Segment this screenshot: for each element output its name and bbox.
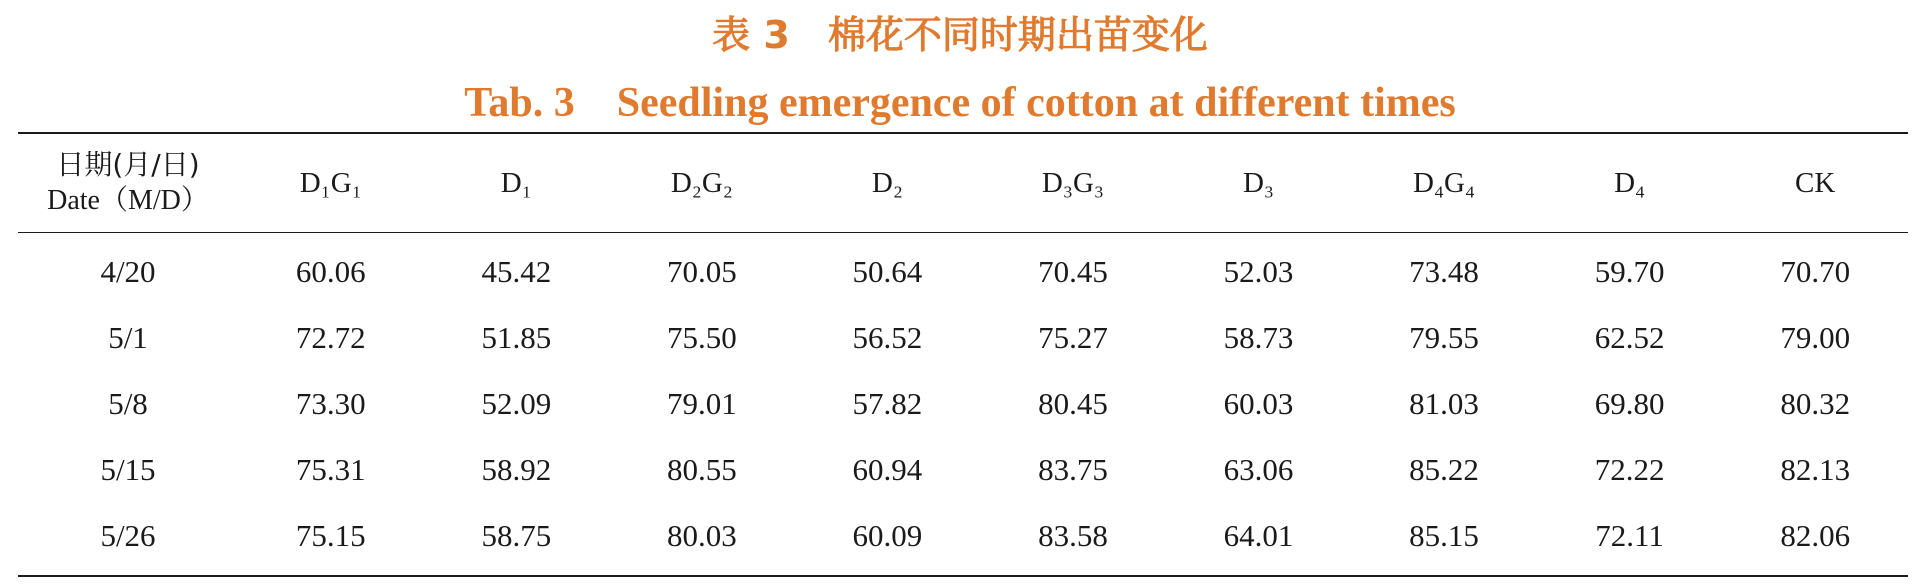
seedling-emergence-table xyxy=(18,132,1908,577)
cell-value: 72.22 xyxy=(1594,452,1665,487)
header-d4g4: D₄G₄ xyxy=(1413,166,1476,199)
cell-date: 4/20 xyxy=(100,254,156,289)
cell-value: 80.55 xyxy=(666,452,737,487)
cell-date: 5/26 xyxy=(100,518,156,553)
table-row xyxy=(18,371,1908,437)
cell-value: 58.75 xyxy=(481,518,552,553)
cell-value: 60.09 xyxy=(852,518,923,553)
table-header-row xyxy=(18,133,1908,233)
cell-value: 73.30 xyxy=(295,386,366,421)
cell-value: 75.50 xyxy=(666,320,737,355)
header-d1g1: D₁G₁ xyxy=(299,166,362,199)
cell-value: 63.06 xyxy=(1223,452,1294,487)
cell-value: 72.72 xyxy=(295,320,366,355)
cell-value: 70.05 xyxy=(666,254,737,289)
header-d2g2: D₂G₂ xyxy=(670,166,733,199)
header-date-en: Date（M/D） xyxy=(47,185,209,216)
cell-value: 72.11 xyxy=(1595,518,1664,553)
cell-value: 83.75 xyxy=(1038,452,1108,487)
table-title-chinese: 表 3 棉花不同时期出苗变化 xyxy=(712,13,1208,57)
cell-value: 79.00 xyxy=(1780,320,1851,355)
header-d4: D₄ xyxy=(1614,166,1646,199)
cell-value: 75.27 xyxy=(1038,320,1108,355)
header-date xyxy=(18,133,238,233)
header-d1: D₁ xyxy=(500,166,532,199)
cell-value: 73.48 xyxy=(1409,254,1479,289)
table-row xyxy=(18,233,1908,306)
cell-value: 75.31 xyxy=(295,452,366,487)
cell-value: 79.55 xyxy=(1409,320,1479,355)
cell-date: 5/8 xyxy=(108,386,148,421)
cell-value: 70.70 xyxy=(1780,254,1851,289)
header-d2: D₂ xyxy=(871,166,903,199)
cell-value: 69.80 xyxy=(1594,386,1665,421)
cell-value: 85.22 xyxy=(1409,452,1479,487)
cell-value: 79.01 xyxy=(666,386,737,421)
cell-value: 80.32 xyxy=(1780,386,1851,421)
cell-value: 52.09 xyxy=(481,386,552,421)
cell-value: 58.92 xyxy=(481,452,552,487)
cell-value: 45.42 xyxy=(481,254,552,289)
cell-value: 59.70 xyxy=(1594,254,1665,289)
cell-value: 82.06 xyxy=(1780,518,1851,553)
cell-date: 5/15 xyxy=(100,452,156,487)
cell-value: 81.03 xyxy=(1409,386,1479,421)
header-d3: D₃ xyxy=(1242,166,1275,199)
header-ck: CK xyxy=(1795,166,1836,199)
cell-value: 50.64 xyxy=(852,254,923,289)
cell-value: 85.15 xyxy=(1409,518,1479,553)
table-row xyxy=(18,437,1908,503)
header-date-cn: 日期(月/日) xyxy=(56,148,200,181)
cell-value: 62.52 xyxy=(1594,320,1665,355)
cell-value: 70.45 xyxy=(1038,254,1108,289)
cell-value: 58.73 xyxy=(1223,320,1294,355)
cell-value: 64.01 xyxy=(1223,518,1294,553)
cell-value: 51.85 xyxy=(481,320,552,355)
cell-value: 60.94 xyxy=(852,452,923,487)
cell-value: 80.03 xyxy=(666,518,737,553)
cell-date: 5/1 xyxy=(108,320,148,355)
table-row xyxy=(18,503,1908,576)
cell-value: 52.03 xyxy=(1223,254,1294,289)
cell-value: 80.45 xyxy=(1038,386,1108,421)
cell-value: 57.82 xyxy=(852,386,923,421)
cell-value: 56.52 xyxy=(852,320,923,355)
cell-value: 60.06 xyxy=(295,254,366,289)
table-title-english: Tab. 3 Seedling emergence of cotton at different times xyxy=(464,80,1456,126)
header-d3g3: D₃G₃ xyxy=(1041,166,1105,199)
table-row xyxy=(18,305,1908,371)
cell-value: 75.15 xyxy=(295,518,366,553)
cell-value: 82.13 xyxy=(1780,452,1851,487)
cell-value: 83.58 xyxy=(1038,518,1108,553)
cell-value: 60.03 xyxy=(1223,386,1294,421)
